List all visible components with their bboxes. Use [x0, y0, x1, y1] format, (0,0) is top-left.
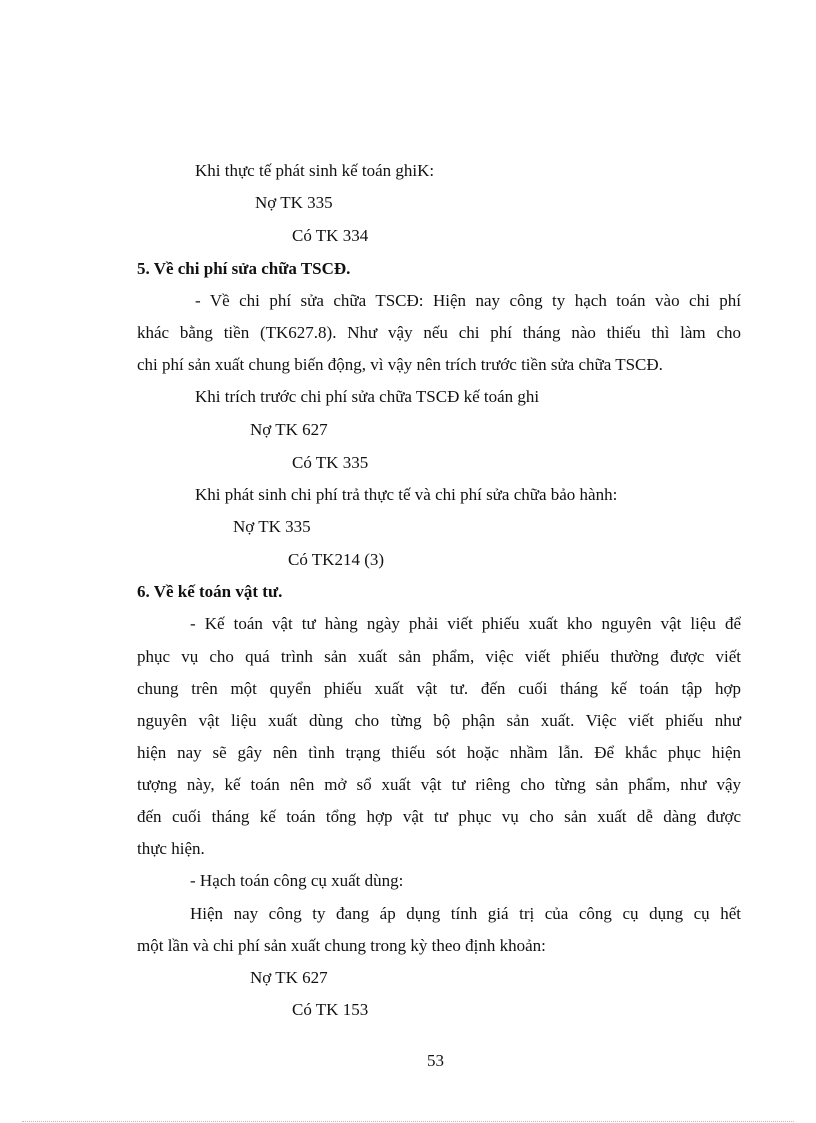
- paragraph-line: khác bằng tiền (TK627.8). Như vậy nếu chi phí tháng nào thiếu thì làm cho: [137, 323, 741, 342]
- debit-entry: Nợ TK 627: [250, 420, 328, 439]
- text-line: Khi trích trước chi phí sửa chữa TSCĐ kế toán ghi: [195, 387, 540, 406]
- text-line: Khi phát sinh chi phí trả thực tế và chi phí sửa chữa bảo hành:: [195, 485, 618, 504]
- credit-entry: Có TK 335: [292, 453, 369, 472]
- text-line: - Hạch toán công cụ xuất dùng:: [190, 871, 404, 890]
- paragraph-line: tượng này, kế toán nên mở sổ xuất vật tư riêng cho từng sản phẩm, như vậy: [137, 775, 741, 794]
- section-heading-6: 6. Về kế toán vật tư.: [137, 582, 283, 601]
- paragraph-line: - Về chi phí sửa chữa TSCĐ: Hiện nay công ty hạch toán vào chi phí: [195, 291, 741, 310]
- paragraph-line: phục vụ cho quá trình sản xuất sản phẩm, việc viết phiếu thường được viết: [137, 647, 741, 666]
- paragraph-line: chung trên một quyển phiếu xuất vật tư. đến cuối tháng kế toán tập hợp: [137, 679, 741, 698]
- paragraph-line: Hiện nay công ty đang áp dụng tính giá trị của công cụ dụng cụ hết: [190, 904, 741, 923]
- paragraph-line: thực hiện.: [137, 839, 205, 858]
- paragraph-line: đến cuối tháng kế toán tổng hợp vật tư phục vụ cho sản xuất dễ dàng được: [137, 807, 741, 826]
- credit-entry: Có TK 334: [292, 226, 369, 245]
- debit-entry: Nợ TK 335: [233, 517, 311, 536]
- credit-entry: Có TK 153: [292, 1000, 369, 1019]
- page-number: 53: [427, 1051, 444, 1070]
- paragraph-line: - Kế toán vật tư hàng ngày phải viết phiếu xuất kho nguyên vật liệu để: [190, 614, 741, 633]
- page-edge-divider: [22, 1121, 794, 1122]
- paragraph-line: một lần và chi phí sản xuất chung trong kỳ theo định khoản:: [137, 936, 546, 955]
- section-heading-5: 5. Về chi phí sửa chữa TSCĐ.: [137, 259, 351, 278]
- credit-entry: Có TK214 (3): [288, 550, 385, 569]
- debit-entry: Nợ TK 335: [255, 193, 333, 212]
- text-line: Khi thực tế phát sinh kế toán ghiK:: [195, 161, 435, 180]
- paragraph-line: chi phí sản xuất chung biến động, vì vậy nên trích trước tiền sửa chữa TSCĐ.: [137, 355, 663, 374]
- debit-entry: Nợ TK 627: [250, 968, 328, 987]
- paragraph-line: hiện nay sẽ gây nên tình trạng thiếu sót hoặc nhầm lẫn. Để khắc phục hiện: [137, 743, 741, 762]
- paragraph-line: nguyên vật liệu xuất dùng cho từng bộ phận sản xuất. Việc viết phiếu như: [137, 711, 741, 730]
